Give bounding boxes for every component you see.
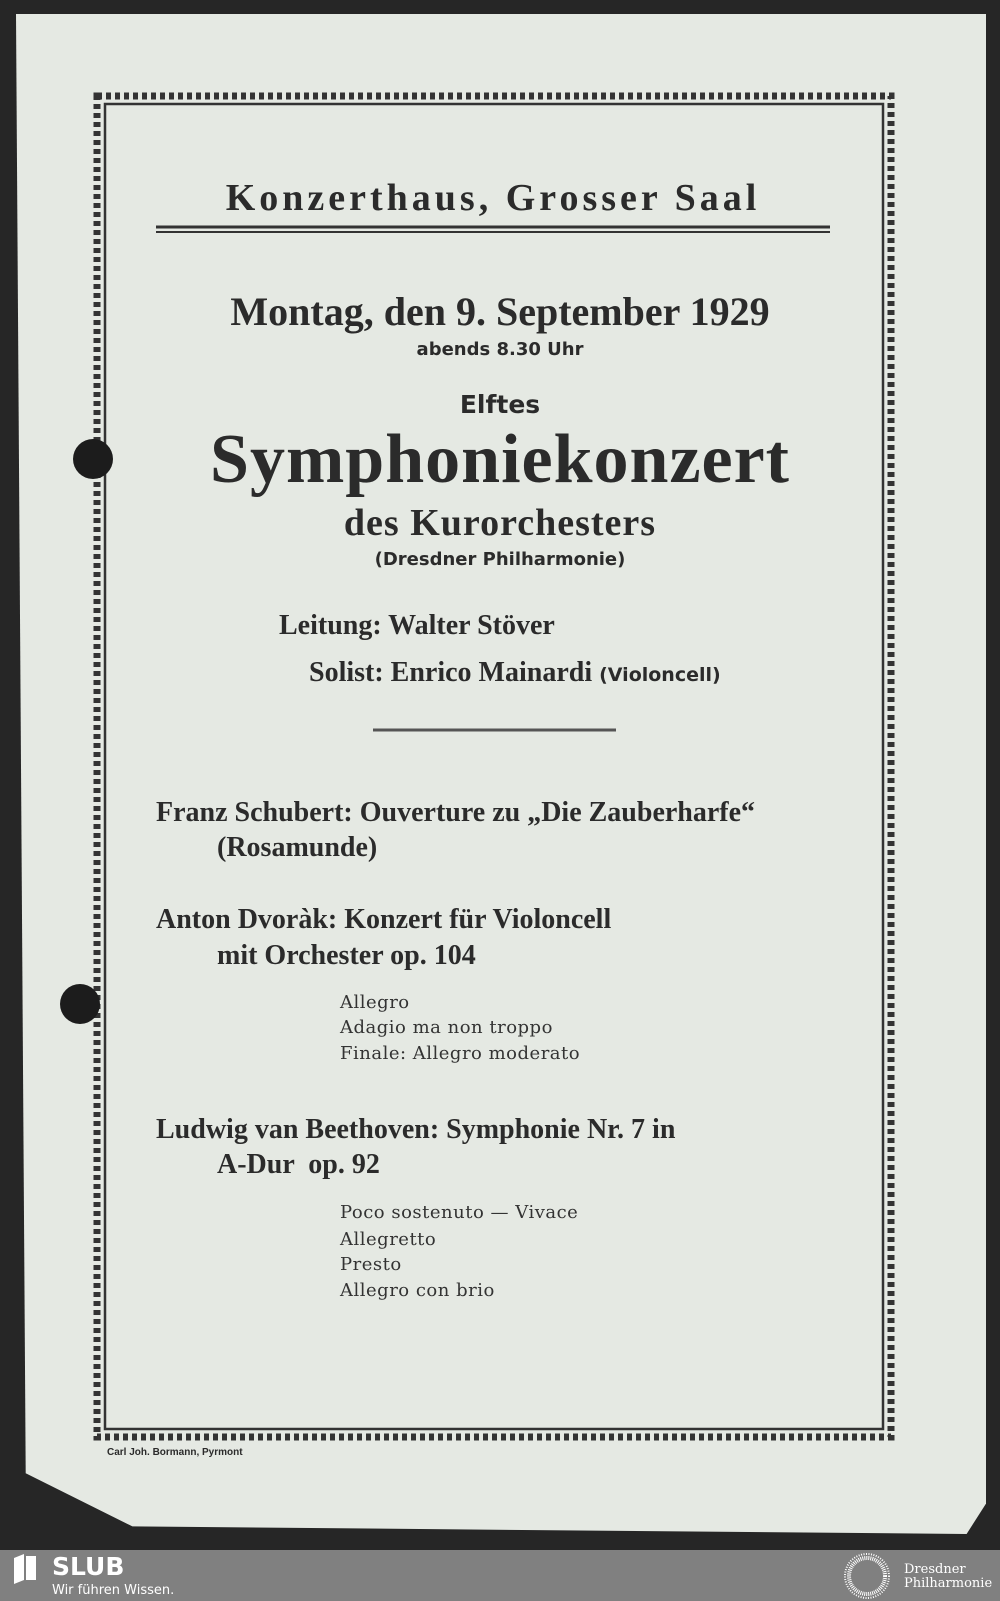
soloist-name: Solist: Enrico Mainardi [309,657,593,688]
program-item-3-title: Ludwig van Beethoven: Symphonie Nr. 7 in [156,1114,676,1145]
movement: Allegro con brio [340,1280,495,1301]
philharmonie-line2: Philharmonie [904,1576,993,1591]
program-item-3-subtitle: A-Dur op. 92 [217,1149,380,1180]
program-item-2-subtitle: mit Orchester op. 104 [217,940,476,971]
soloist [309,657,721,689]
conductor: Leitung: Walter Stöver [279,610,555,641]
movement: Finale: Allegro moderato [340,1043,581,1064]
movement: Adagio ma non troppo [340,1017,553,1038]
program-item-2-title: Anton Dvoràk: Konzert für Violoncell [156,904,612,935]
concert-title: Symphoniekonzert [210,421,790,498]
slub-book-icon [10,1554,40,1584]
movement: Allegretto [340,1229,437,1250]
philharmonie-logo-icon[interactable] [842,1551,892,1601]
concert-subtitle: des Kurorchesters [343,502,657,544]
punch-hole [60,984,100,1024]
program-item-1-title: Franz Schubert: Ouverture zu „Die Zauberharfe“ [156,797,756,828]
movement: Allegro [340,992,410,1013]
program-item-1-subtitle: (Rosamunde) [217,832,378,863]
slub-logo[interactable]: SLUB [52,1552,125,1581]
philharmonie-line1: Dresdner [904,1562,966,1577]
concert-date: Montag, den 9. September 1929 [230,289,770,334]
soloist-instrument: (Violoncell) [599,664,721,686]
concert-time: abends 8.30 Uhr [416,339,584,360]
footer-bar [0,1550,1000,1601]
movement: Presto [340,1254,402,1275]
orchestra-note: (Dresdner Philharmonie) [374,549,626,570]
slub-tagline: Wir führen Wissen. [52,1583,175,1598]
venue: Konzerthaus, Grosser Saal [225,177,761,219]
printer-credit: Carl Joh. Bormann, Pyrmont [107,1447,243,1458]
concert-ordinal: Elftes [459,390,541,419]
philharmonie-logo-text [904,1563,992,1591]
movement: Poco sostenuto — Vivace [340,1202,579,1223]
